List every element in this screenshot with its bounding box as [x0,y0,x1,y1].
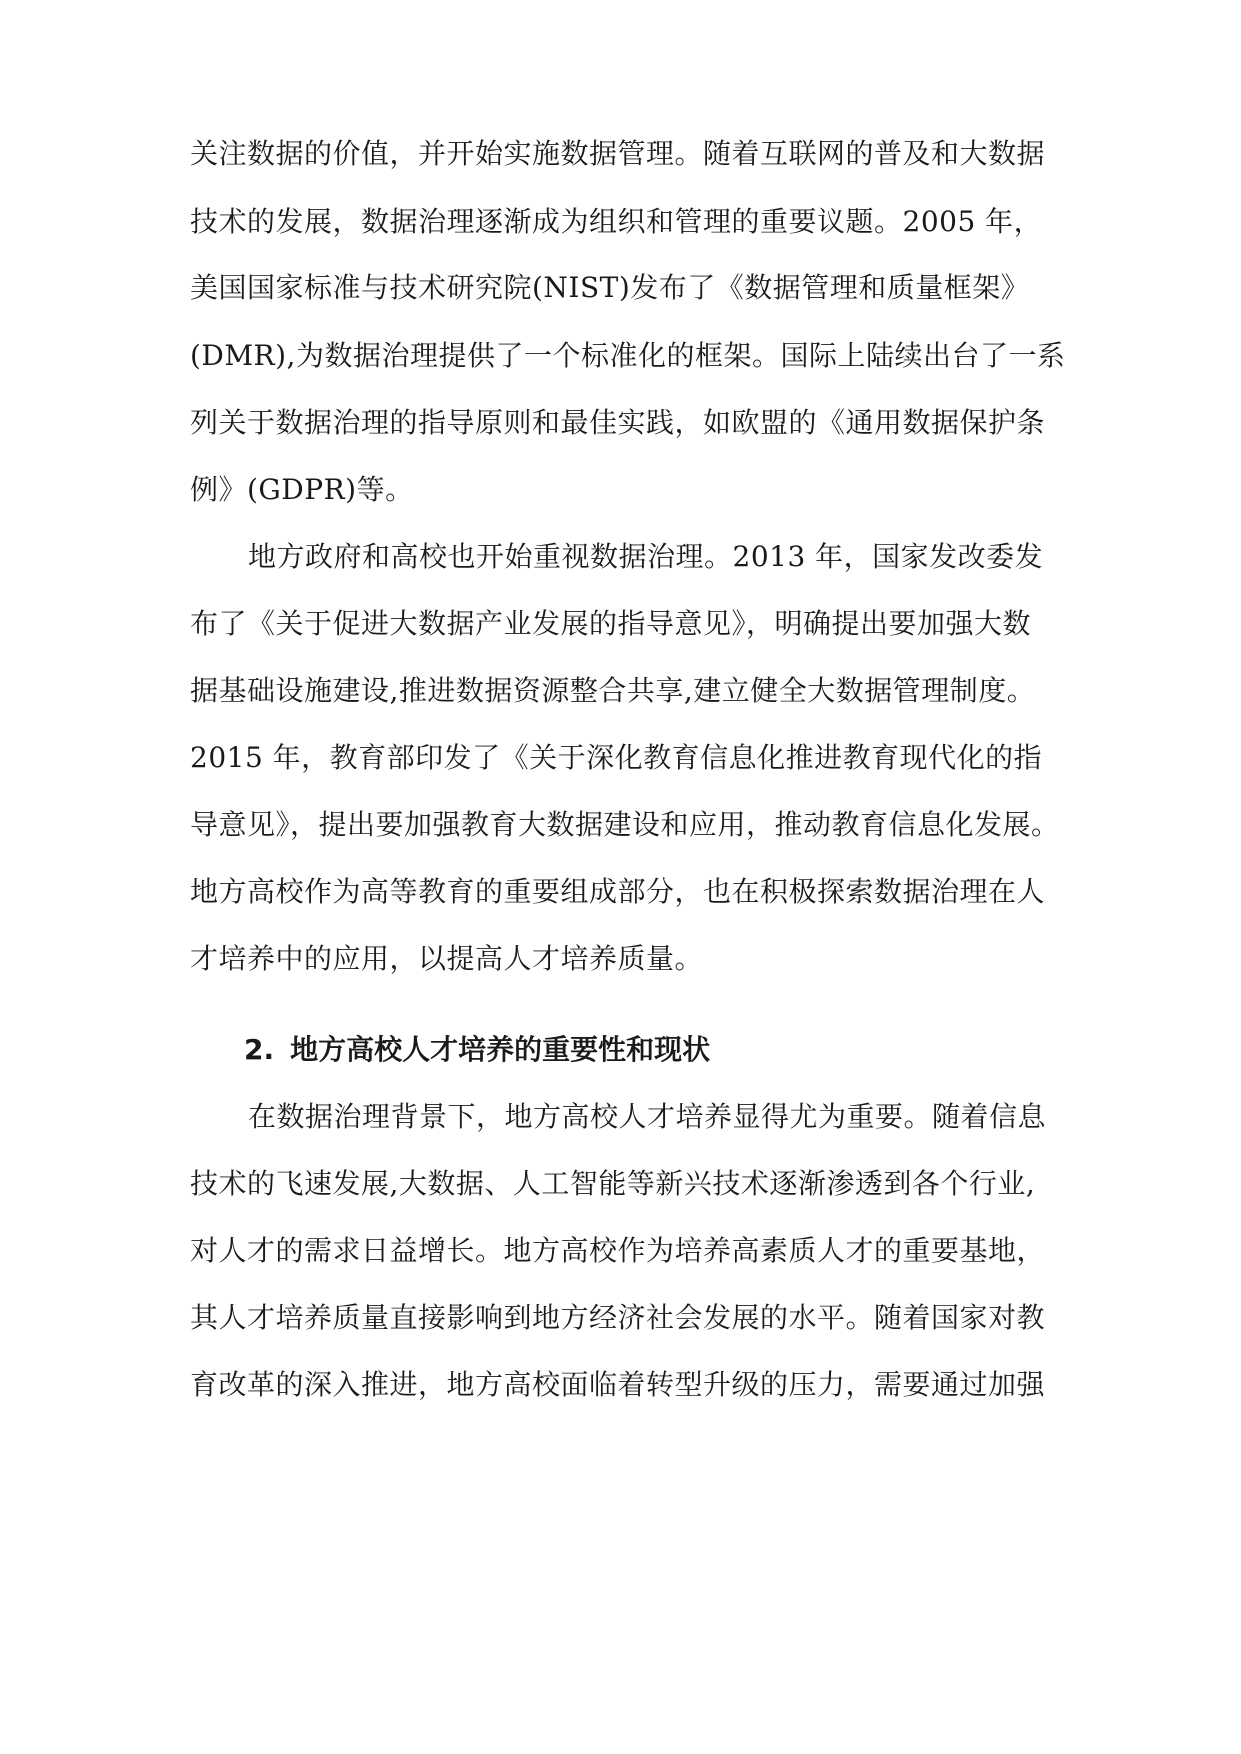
paragraph-3-line: 育改革的深入推进，地方高校面临着转型升级的压力，需要通过加强 [190,1368,1046,1401]
paragraph-1-line: (DMR),为数据治理提供了一个标准化的框架。国际上陆续出台了一系 [190,339,1066,372]
section-heading [244,1030,1004,1070]
paragraph-3-line: 技术的飞速发展,大数据、人工智能等新兴技术逐渐渗透到各个行业, [190,1167,1036,1200]
section-title: 地方高校人才培养的重要性和现状 [290,1033,711,1066]
paragraph-2-line: 地方政府和高校也开始重视数据治理。2013 年，国家发改委发 [248,540,1044,573]
paragraph-2-line: 据基础设施建设,推进数据资源整合共享,建立健全大数据管理制度。 [190,674,1036,707]
paragraph-2-line: 地方高校作为高等教育的重要组成部分，也在积极探索数据治理在人 [190,875,1046,908]
paragraph-1-line: 关注数据的价值，并开始实施数据管理。随着互联网的普及和大数据 [190,137,1046,170]
paragraph-2-line: 布了《关于促进大数据产业发展的指导意见》，明确提出要加强大数 [190,607,1032,640]
paragraph-1-line: 技术的发展，数据治理逐渐成为组织和管理的重要议题。2005 年， [190,205,1043,238]
paragraph-3-line: 其人才培养质量直接影响到地方经济社会发展的水平。随着国家对教 [190,1301,1046,1334]
paragraph-2-line: 才培养中的应用，以提高人才培养质量。 [190,942,704,975]
paragraph-1-line: 美国国家标准与技术研究院(NIST)发布了《数据管理和质量框架》 [190,271,1030,304]
paragraph-3-line: 在数据治理背景下，地方高校人才培养显得尤为重要。随着信息 [248,1100,1047,1133]
section-number: 2. [244,1033,275,1066]
paragraph-2-line: 2015 年，教育部印发了《关于深化教育信息化推进教育现代化的指 [190,741,1043,774]
paragraph-3-line: 对人才的需求日益增长。地方高校作为培养高素质人才的重要基地， [190,1234,1046,1267]
paragraph-1-line: 例》(GDPR)等。 [190,473,414,506]
paragraph-1-line: 列关于数据治理的指导原则和最佳实践，如欧盟的《通用数据保护条 [190,406,1046,439]
paragraph-2-line: 导意见》，提出要加强教育大数据建设和应用，推动教育信息化发展。 [190,808,1060,841]
